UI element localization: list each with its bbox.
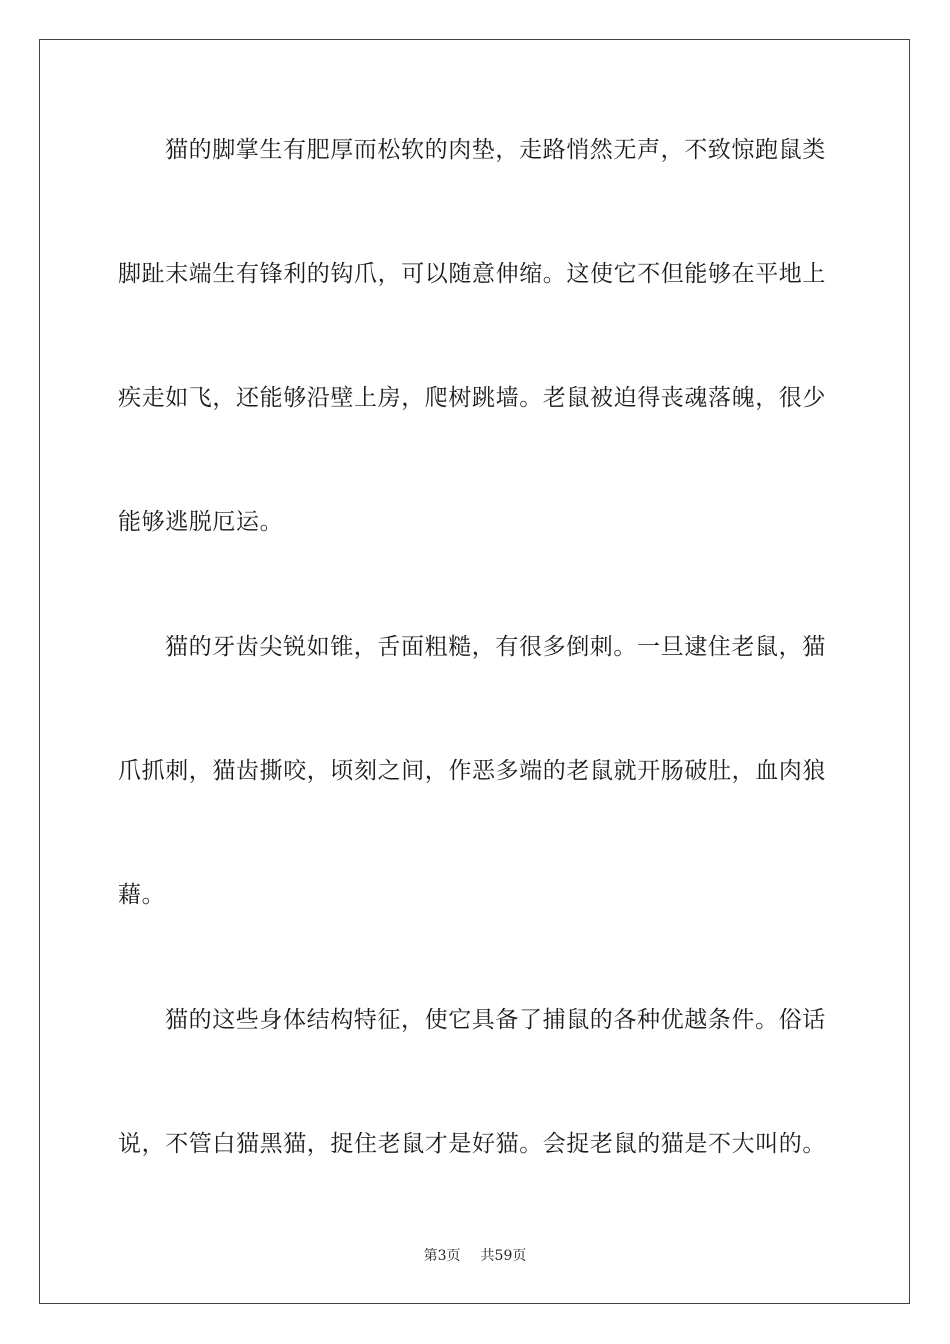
page-footer xyxy=(0,1247,950,1265)
paragraph-3-line-1: 猫的这些身体结构特征，使它具备了捕鼠的各种优越条件。俗话 xyxy=(165,1007,826,1033)
paragraph-1-line-4: 能够逃脱厄运。 xyxy=(118,509,284,535)
paragraph-1-line-2: 脚趾末端生有锋利的钩爪，可以随意伸缩。这使它不但能够在平地上 xyxy=(118,261,826,287)
paragraph-2-line-1: 猫的牙齿尖锐如锥，舌面粗糙，有很多倒刺。一旦逮住老鼠，猫 xyxy=(165,634,826,660)
paragraph-2-line-3: 藉。 xyxy=(118,882,166,908)
paragraph-1-line-3: 疾走如飞，还能够沿壁上房，爬树跳墙。老鼠被迫得丧魂落魄，很少 xyxy=(118,385,826,411)
page-frame xyxy=(39,39,910,1304)
page-total: 共59页 xyxy=(480,1248,527,1264)
paragraph-3-line-2: 说，不管白猫黑猫，捉住老鼠才是好猫。会捉老鼠的猫是不大叫的。 xyxy=(118,1131,826,1157)
paragraph-2-line-2: 爪抓刺，猫齿撕咬，顷刻之间，作恶多端的老鼠就开肠破肚，血肉狼 xyxy=(118,758,826,784)
page-number: 第3页 xyxy=(423,1248,461,1264)
paragraph-1-line-1: 猫的脚掌生有肥厚而松软的肉垫，走路悄然无声，不致惊跑鼠类 xyxy=(165,137,826,163)
